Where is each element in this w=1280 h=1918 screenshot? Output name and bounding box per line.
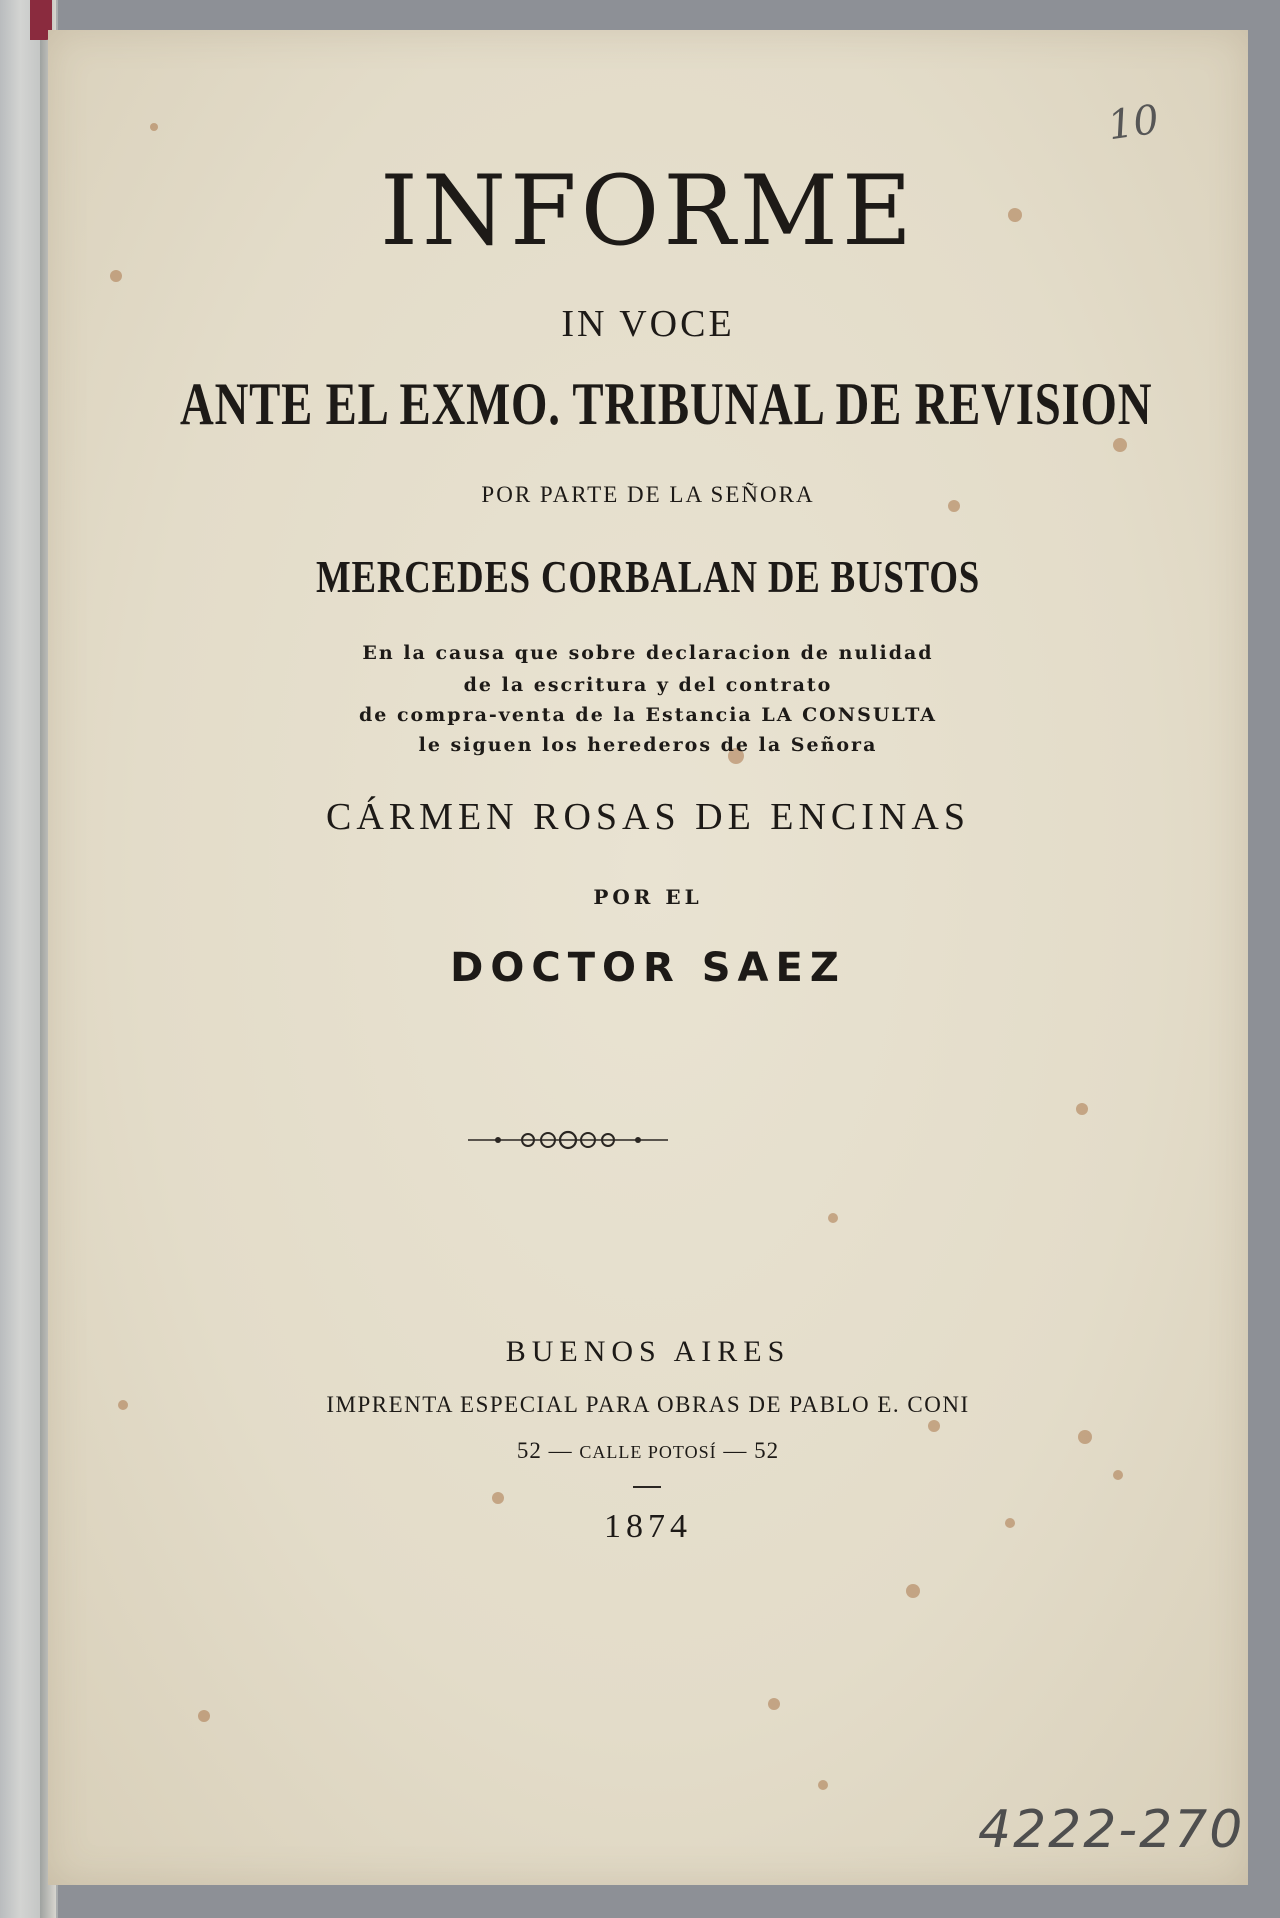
foxing-spot bbox=[198, 1710, 210, 1722]
foxing-spot bbox=[928, 1420, 940, 1432]
address-number-left: 52 bbox=[516, 1438, 542, 1463]
foxing-spot bbox=[906, 1584, 920, 1598]
client-name: MERCEDES CORBALAN DE BUSTOS bbox=[315, 551, 981, 602]
pencil-note-top: 10 bbox=[1105, 96, 1162, 150]
foxing-spot bbox=[110, 270, 122, 282]
on-behalf-line: POR PARTE DE LA SEÑORA bbox=[481, 482, 815, 507]
printer: IMPRENTA ESPECIAL PARA OBRAS DE PABLO E. CONI bbox=[326, 1392, 970, 1417]
address-number-right: 52 bbox=[754, 1438, 780, 1463]
case-line: de compra-venta de la Estancia LA CONSULTA bbox=[358, 704, 938, 726]
opponent-name: CÁRMEN ROSAS DE ENCINAS bbox=[326, 796, 970, 838]
title-page bbox=[48, 30, 1248, 1885]
case-line: le siguen los herederos de la Señora bbox=[418, 734, 878, 756]
foxing-spot bbox=[1113, 438, 1127, 452]
publication-year: 1874 bbox=[604, 1508, 692, 1545]
title: INFORME bbox=[380, 155, 916, 267]
foxing-spot bbox=[768, 1698, 780, 1710]
subtitle: IN VOCE bbox=[561, 303, 735, 345]
foxing-spot bbox=[150, 123, 158, 131]
address-street: CALLE POTOSÍ bbox=[579, 1442, 717, 1462]
printer-address: 52 — CALLE POTOSÍ — 52 bbox=[516, 1438, 780, 1463]
ornament-flourish-icon bbox=[468, 1128, 668, 1152]
city: BUENOS AIRES bbox=[505, 1335, 791, 1368]
foxing-spot bbox=[1076, 1103, 1088, 1115]
foxing-spot bbox=[828, 1213, 838, 1223]
foxing-spot bbox=[818, 1780, 828, 1790]
divider bbox=[633, 1486, 661, 1488]
foxing-spot bbox=[492, 1492, 504, 1504]
case-line: de la escritura y del contrato bbox=[463, 674, 833, 696]
court-line: ANTE EL EXMO. TRIBUNAL DE REVISION bbox=[180, 371, 1153, 437]
case-line: En la causa que sobre declaracion de nulidad bbox=[362, 642, 934, 664]
author-name: DOCTOR SAEZ bbox=[450, 945, 846, 991]
foxing-spot bbox=[1113, 1470, 1123, 1480]
pencil-note-bottom: 4222-270 bbox=[978, 1800, 1245, 1860]
by-line: POR EL bbox=[593, 885, 703, 909]
